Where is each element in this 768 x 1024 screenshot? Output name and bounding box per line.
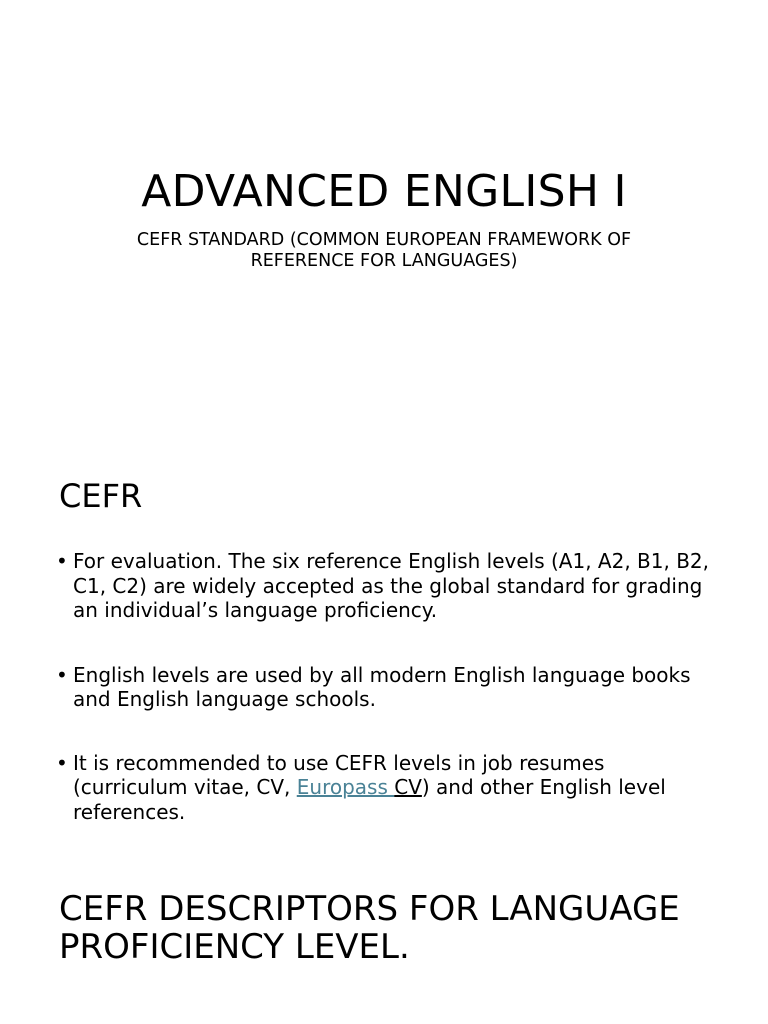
- bullet-item-job-resumes: [56, 751, 716, 825]
- bullet-text-after: ) and other English level references.: [73, 775, 666, 824]
- europass-cv-link[interactable]: CV: [394, 775, 422, 799]
- slide-subtitle: CEFR STANDARD (COMMON EUROPEAN FRAMEWORK OF REFERENCE FOR LANGUAGES): [136, 230, 632, 271]
- bullet-item-evaluation: [56, 549, 716, 623]
- bullet-item-levels-usage: [56, 663, 716, 712]
- bullet-text: English levels are used by all modern English language books and English language schools.: [73, 662, 691, 711]
- section-heading-cefr: CEFR: [59, 477, 143, 515]
- bullet-icon: •: [56, 662, 68, 687]
- europass-link[interactable]: Europass: [296, 775, 395, 799]
- bullet-icon: •: [56, 549, 68, 573]
- slide-title: ADVANCED ENGLISH I: [141, 166, 627, 217]
- bullet-list: [56, 549, 716, 824]
- bullet-icon: •: [56, 750, 68, 775]
- bullet-text: For evaluation. The six reference English levels (A1, A2, B1, B2, C1, C2) are widely accepted as the global standard for grading an individual’s language proficiency.: [73, 549, 710, 622]
- section-heading-descriptors: CEFR DESCRIPTORS FOR LANGUAGE PROFICIENCY LEVEL.: [59, 889, 680, 967]
- bullet-text-before: It is recommended to use CEFR levels in job resumes (curriculum vitae, CV,: [73, 750, 605, 799]
